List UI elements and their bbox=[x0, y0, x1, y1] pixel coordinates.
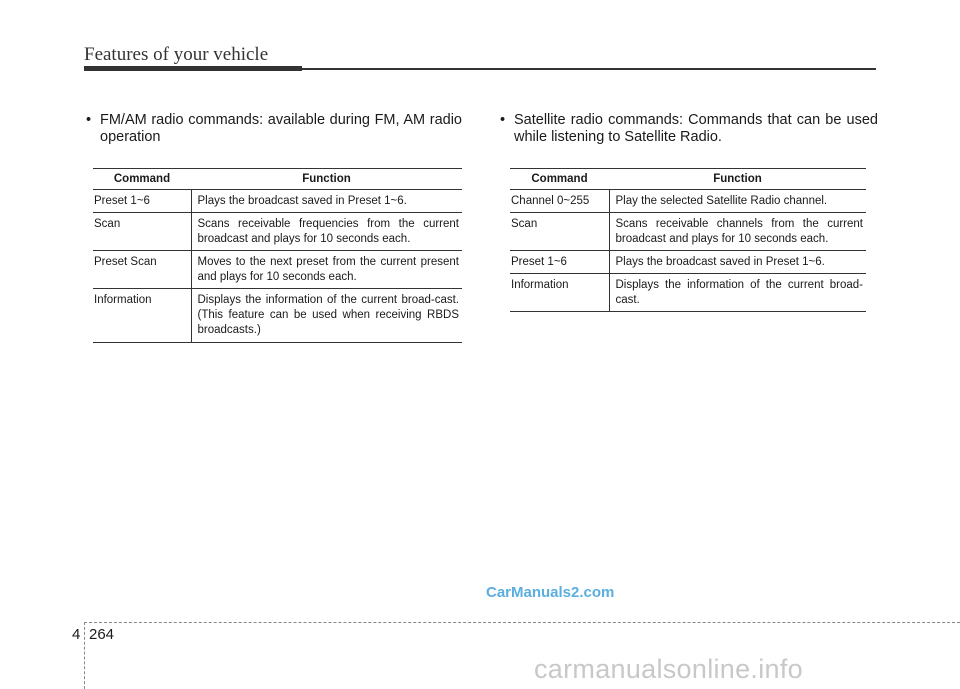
command-cell: Preset Scan bbox=[93, 251, 191, 289]
table-row bbox=[510, 251, 866, 274]
function-cell: Displays the information of the current broad-cast. bbox=[609, 274, 866, 312]
function-cell: Scans receivable channels from the current broadcast and plays for 10 seconds each. bbox=[609, 213, 866, 251]
table-header-row bbox=[93, 169, 462, 190]
table-row bbox=[93, 190, 462, 213]
command-cell: Channel 0~255 bbox=[510, 190, 609, 213]
command-cell: Scan bbox=[93, 213, 191, 251]
command-cell: Preset 1~6 bbox=[510, 251, 609, 274]
footer-rule bbox=[84, 622, 960, 623]
watermark-link[interactable]: CarManuals2.com bbox=[486, 584, 615, 601]
function-cell: Displays the information of the current broad-cast.(This feature can be used when receiving RBDS broadcasts.) bbox=[191, 289, 462, 343]
function-header: Function bbox=[191, 169, 462, 190]
table-header-row bbox=[510, 169, 866, 190]
table-row bbox=[93, 251, 462, 289]
fm-am-bullet-text: FM/AM radio commands: available during FM, AM radio operation bbox=[100, 112, 462, 145]
table-row bbox=[510, 213, 866, 251]
function-cell: Plays the broadcast saved in Preset 1~6. bbox=[609, 251, 866, 274]
bullet-dot: • bbox=[86, 112, 92, 128]
chapter-number: 4 bbox=[72, 626, 81, 643]
satellite-command-table bbox=[510, 168, 866, 312]
function-cell: Play the selected Satellite Radio channel. bbox=[609, 190, 866, 213]
page-number: 264 bbox=[89, 626, 115, 643]
table-row bbox=[510, 274, 866, 312]
function-cell: Moves to the next preset from the current present and plays for 10 seconds each. bbox=[191, 251, 462, 289]
table-tail-rule bbox=[191, 325, 192, 331]
table-row bbox=[510, 190, 866, 213]
function-cell: Plays the broadcast saved in Preset 1~6. bbox=[191, 190, 462, 213]
site-watermark: carmanualsonline.info bbox=[534, 654, 803, 684]
footer-divider bbox=[84, 622, 85, 689]
satellite-bullet bbox=[500, 112, 878, 146]
page-header-title: Features of your vehicle bbox=[84, 44, 269, 65]
header-rule-thick bbox=[84, 66, 302, 71]
command-cell: Information bbox=[510, 274, 609, 312]
header-rule-thin bbox=[302, 68, 876, 70]
command-cell: Information bbox=[93, 289, 191, 343]
bullet-dot: • bbox=[500, 112, 506, 128]
function-header: Function bbox=[609, 169, 866, 190]
command-cell: Scan bbox=[510, 213, 609, 251]
function-cell: Scans receivable frequencies from the current broadcast and plays for 10 seconds each. bbox=[191, 213, 462, 251]
satellite-bullet-text: Satellite radio commands: Commands that can be used while listening to Satellite Radio. bbox=[514, 112, 878, 145]
table-row bbox=[93, 213, 462, 251]
table-row bbox=[93, 289, 462, 343]
command-header: Command bbox=[93, 169, 191, 190]
command-cell: Preset 1~6 bbox=[93, 190, 191, 213]
command-header: Command bbox=[510, 169, 609, 190]
fm-am-bullet bbox=[86, 112, 462, 146]
fm-am-command-table bbox=[93, 168, 462, 343]
